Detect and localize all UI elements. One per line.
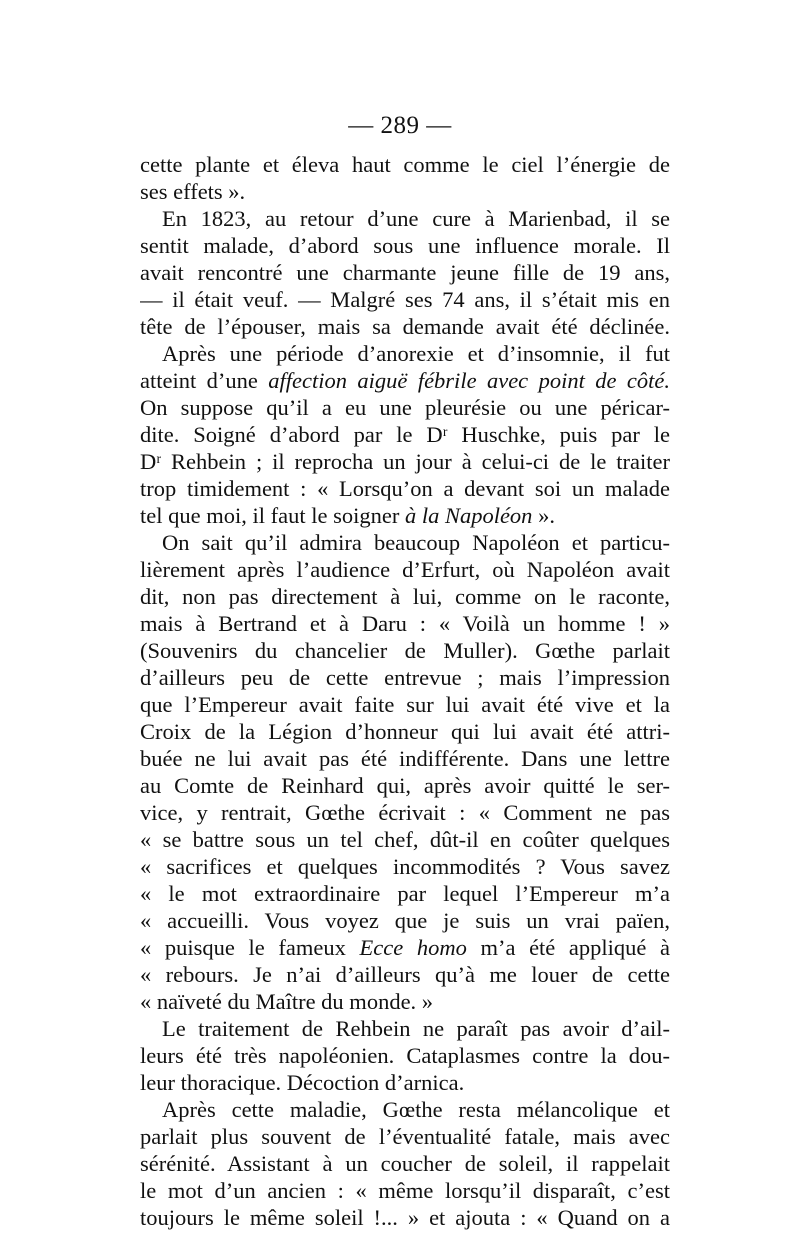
text-line: vice, y rentrait, Gœthe écrivait : « Comment ne pas xyxy=(140,800,670,825)
text-line: « le mot extraordinaire par lequel l’Empereur m’a xyxy=(140,881,670,906)
text-line: parlait plus souvent de l’éventualité fatale, mais avec xyxy=(140,1124,670,1149)
text-span: « puisque le fameux xyxy=(140,935,360,960)
text-line: leurs été très napoléonien. Cataplasmes contre la dou- xyxy=(140,1043,670,1068)
text-line: le mot d’un ancien : « même lorsqu’il disparaît, c’est xyxy=(140,1178,670,1203)
text-span: m’a été appliqué à xyxy=(466,935,670,960)
text-line: leur thoracique. Décoction d’arnica. xyxy=(140,1070,465,1095)
text-line: toujours le même soleil !... » et ajouta : « Quand on a xyxy=(140,1205,670,1230)
text-span: atteint d’une xyxy=(140,368,269,393)
text-line: Après une période d’anorexie et d’insomnie, il fut xyxy=(162,341,670,366)
page-number: — 289 — xyxy=(348,112,452,139)
text-line: « accueilli. Vous voyez que je suis un vrai païen, xyxy=(140,908,670,933)
text-span: ». xyxy=(532,503,555,528)
text-line: Après cette maladie, Gœthe resta mélancolique et xyxy=(162,1097,670,1122)
text-line: avait rencontré une charmante jeune fille de 19 ans, xyxy=(140,260,670,285)
text-line: d’ailleurs peu de cette entrevue ; mais l’impression xyxy=(140,665,670,690)
text-line: On suppose qu’il a eu une pleurésie ou une péricar- xyxy=(140,395,670,420)
text-line: lièrement après l’audience d’Erfurt, où Napoléon avait xyxy=(140,557,670,582)
text-line: On sait qu’il admira beaucoup Napoléon et particu- xyxy=(162,530,670,555)
text-line: « rebours. Je n’ai d’ailleurs qu’à me louer de cette xyxy=(140,962,670,987)
text-line: au Comte de Reinhard qui, après avoir quitté le ser- xyxy=(140,773,670,798)
text-line: — il était veuf. — Malgré ses 74 ans, il s’était mis en xyxy=(140,287,670,312)
text-line: « se battre sous un tel chef, dût-il en coûter quelques xyxy=(140,827,670,852)
text-line: trop timidement : « Lorsqu’on a devant soi un malade xyxy=(140,476,670,501)
text-line: que l’Empereur avait faite sur lui avait été vive et la xyxy=(140,692,670,717)
text-line: cette plante et éleva haut comme le ciel l’énergie de xyxy=(140,152,670,177)
text-span: tel que moi, il faut le soigner xyxy=(140,503,405,528)
text-line xyxy=(140,366,670,396)
text-line xyxy=(140,933,670,963)
text-line: sentit malade, d’abord sous une influence morale. Il xyxy=(140,233,670,258)
text-line: buée ne lui avait pas été indifférente. Dans une lettre xyxy=(140,746,670,771)
text-line: Croix de la Légion d’honneur qui lui avait été attri- xyxy=(140,719,670,744)
text-line: mais à Bertrand et à Daru : « Voilà un homme ! » xyxy=(140,611,670,636)
text-line: Dʳ Rehbein ; il reprocha un jour à celui-ci de le traiter xyxy=(140,449,670,474)
italic-phrase: à la Napoléon xyxy=(404,503,533,528)
italic-phrase: Ecce homo xyxy=(359,935,467,960)
text-line: (Souvenirs du chancelier de Muller). Gœthe parlait xyxy=(140,638,670,663)
text-line: dite. Soigné d’abord par le Dʳ Huschke, puis par le xyxy=(140,422,670,447)
text-line: tête de l’épouser, mais sa demande avait été déclinée. xyxy=(140,314,670,339)
text-line: « naïveté du Maître du monde. » xyxy=(140,989,434,1014)
italic-phrase: affection aiguë fébrile avec point de côté. xyxy=(268,368,670,393)
text-line: En 1823, au retour d’une cure à Marienbad, il se xyxy=(162,206,670,231)
text-line: ses effets ». xyxy=(140,179,246,204)
text-line: Le traitement de Rehbein ne paraît pas avoir d’ail- xyxy=(162,1016,670,1041)
text-line: dit, non pas directement à lui, comme on le raconte, xyxy=(140,584,670,609)
text-line: « sacrifices et quelques incommodités ? Vous savez xyxy=(140,854,670,879)
text-line: sérénité. Assistant à un coucher de soleil, il rappelait xyxy=(140,1151,670,1176)
text-line xyxy=(140,501,670,531)
